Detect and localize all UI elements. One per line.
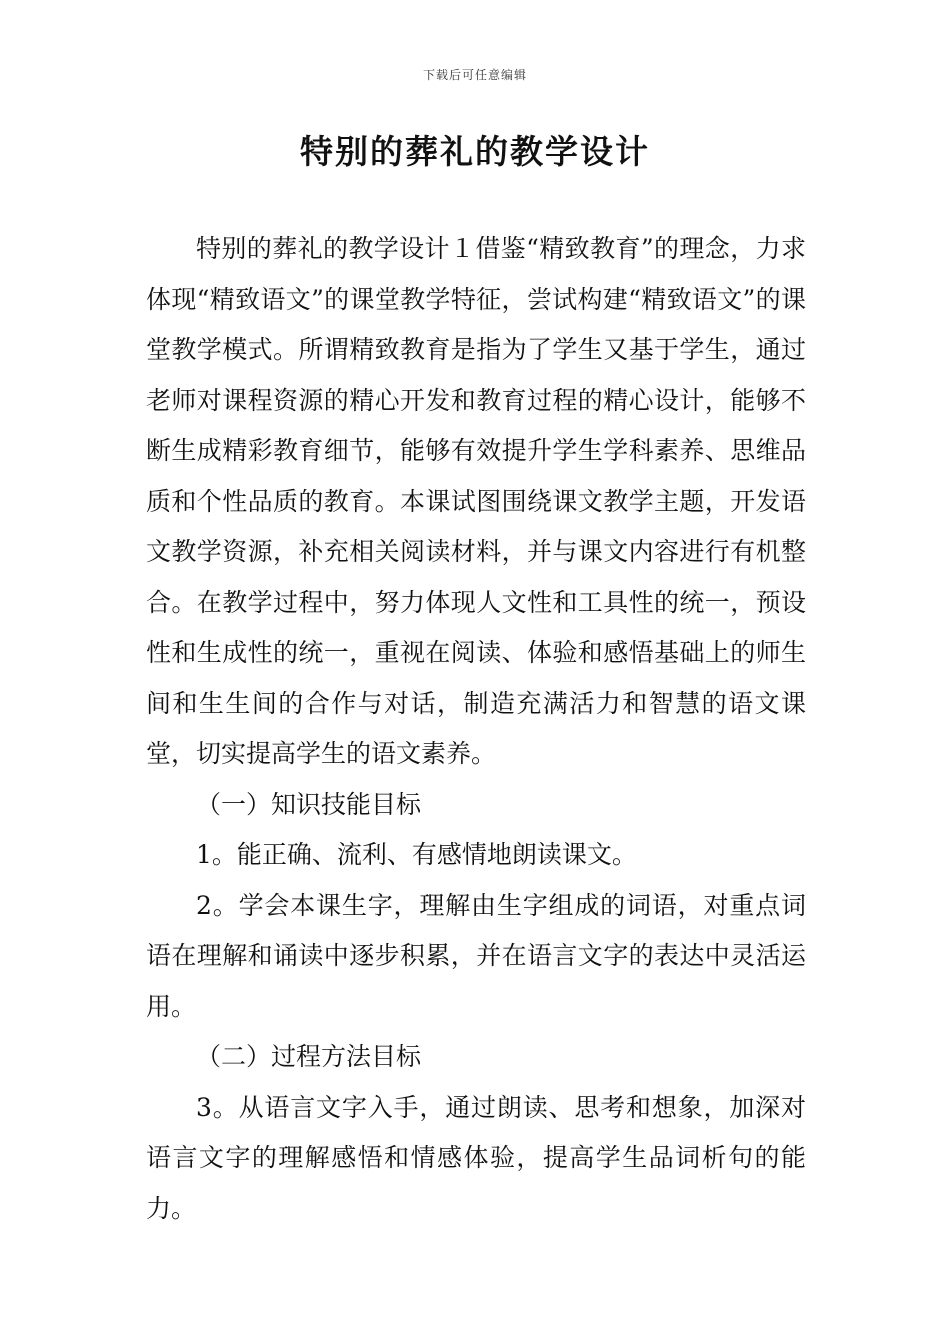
paragraph-intro: 特别的葬礼的教学设计１借鉴“精致教育”的理念，力求体现“精致语文”的课堂教学特征，尝试构建“精致语文”的课堂教学模式。所谓精致教育是指为了学生又基于学生，通过老师对课程资源的精心开发和教育过程的精心设计，能够不断生成精彩教育细节，能够有效提升学生学科素养、思维品质和个性品质的教育。本课试图围绕课文教学主题，开发语文教学资源，补充相关阅读材料，并与课文内容进行有机整合。在教学过程中，努力体现人文性和工具性的统一，预设性和生成性的统一，重视在阅读、体验和感悟基础上的师生间和生生间的合作与对话，制造充满活力和智慧的语文课堂，切实提高学生的语文素养。 (146, 234, 806, 768)
paragraph-goal-1: 1。能正确、流利、有感情地朗读课文。 (196, 840, 637, 869)
section-heading-knowledge-goals: （一）知识技能目标 (196, 789, 422, 819)
paragraph-goal-2: 2。学会本课生字，理解由生字组成的词语，对重点词语在理解和诵读中逐步积累，并在语言文字的表达中灵活运用。 (146, 890, 806, 1021)
header-note: 下载后可任意编辑 (422, 68, 527, 82)
section-heading-process-goals: （二）过程方法目标 (196, 1042, 422, 1071)
document-title: 特别的葬礼的教学设计 (300, 132, 650, 171)
document-body (146, 224, 806, 1234)
paragraph-goal-3: 3。从语言文字入手，通过朗读、思考和想象，加深对语言文字的理解感悟和情感体验，提高学生品词析句的能力。 (146, 1092, 806, 1223)
